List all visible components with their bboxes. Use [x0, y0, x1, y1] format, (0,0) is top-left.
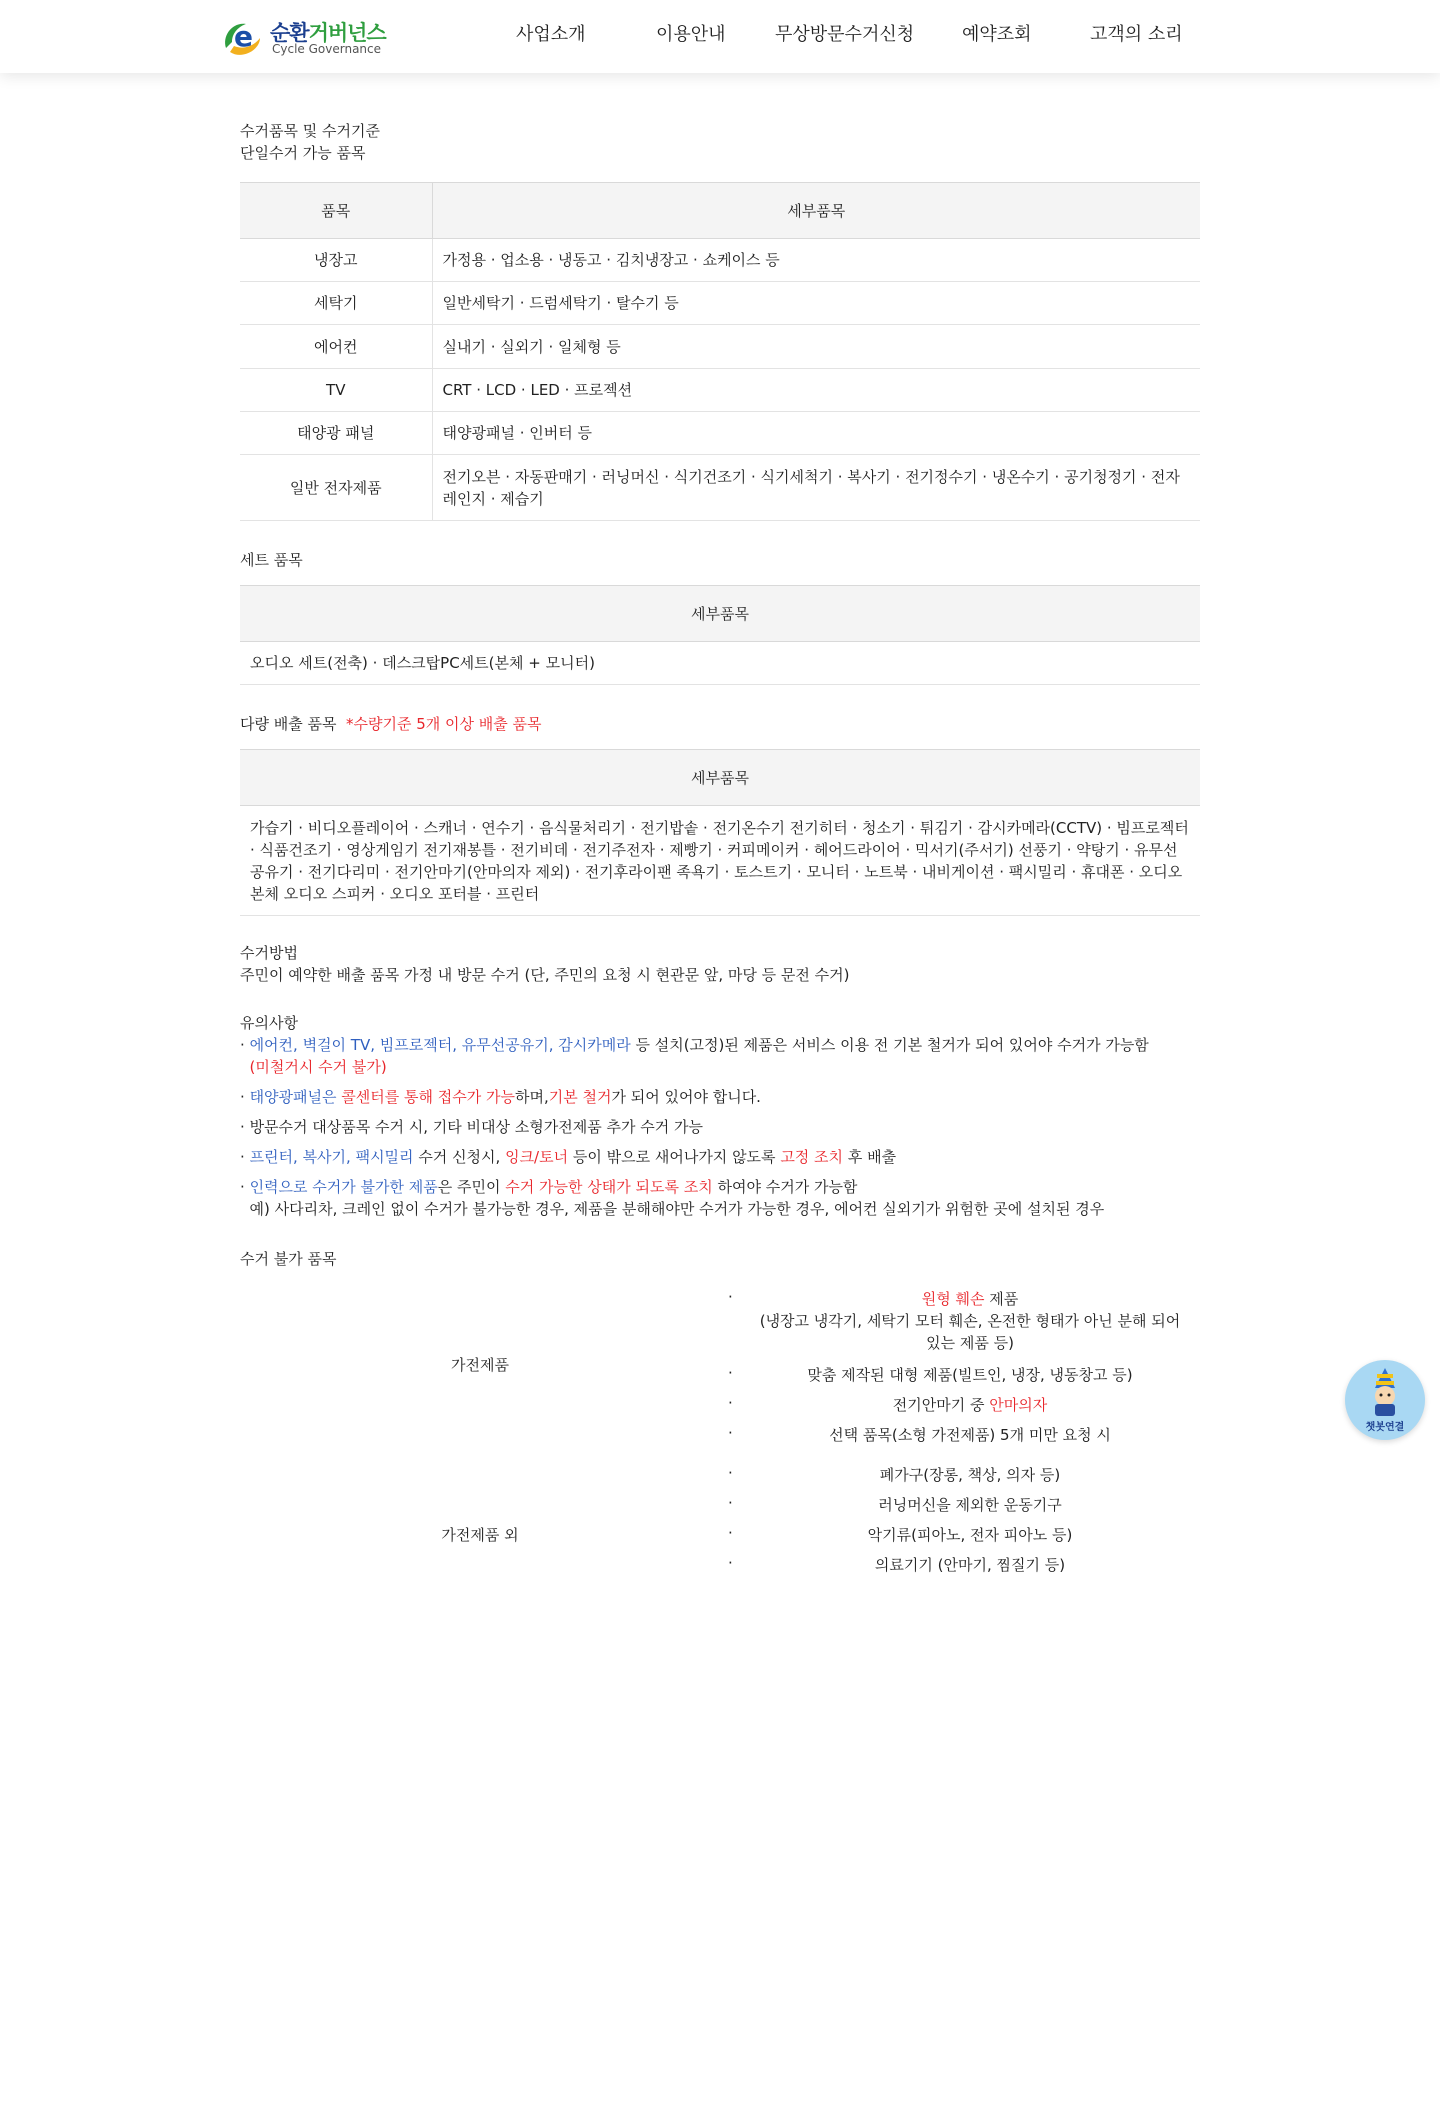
- logo-title: 순환거버넌스: [270, 21, 386, 45]
- prohibited-heading: 수거 불가 품목: [240, 1250, 337, 1268]
- prohibited-item: 원형 훼손 제품 (냉장고 냉각기, 세탁기 모터 훼손, 온전한 형태가 아닌 분해 되어 있는 제품 등): [759, 1290, 1181, 1352]
- prohibited-item: 의료기기 (안마기, 찜질기 등): [874, 1556, 1066, 1574]
- table-row: [240, 282, 1200, 325]
- single-pickup-heading: 단일수거 가능 품목: [240, 144, 366, 162]
- table-header-row: [240, 750, 1200, 806]
- bullet: ·: [728, 1424, 733, 1442]
- chatbot-button[interactable]: [1345, 1360, 1425, 1440]
- table-row: [240, 325, 1200, 369]
- method-heading: 수거방법: [240, 944, 298, 962]
- nav-item-reservation-check[interactable]: 예약조회: [962, 24, 1032, 45]
- page-title: 수거품목 및 수거기준: [240, 122, 380, 140]
- item-detail: 전기오븐 · 자동판매기 · 러닝머신 · 식기건조기 · 식기세척기 · 복사기 · 전기정수기 · 냉온수기 · 공기청정기 · 전자레인지 · 제습기: [432, 455, 1200, 521]
- table-row: [240, 369, 1200, 412]
- nav-item-about[interactable]: 사업소개: [516, 24, 586, 45]
- nav-item-free-pickup[interactable]: 무상방문수거신청: [775, 24, 915, 45]
- bulk-items-note: *수량기준 5개 이상 배출 품목: [346, 715, 542, 733]
- prohibited-item: 악기류(피아노, 전자 피아노 등): [867, 1526, 1073, 1544]
- notice-item: · 에어컨, 벽걸이 TV, 빔프로젝터, 유무선공유기, 감시카메라 등 설치(고정)된 제품은 서비스 이용 전 기본 철거가 되어 있어야 수거가 가능함 (미철거시 수거 불가): [240, 1036, 1149, 1076]
- nav-item-guide[interactable]: 이용안내: [656, 24, 726, 45]
- item-detail: 가정용 · 업소용 · 냉동고 · 김치냉장고 · 쇼케이스 등: [432, 239, 1200, 282]
- item-detail: 실내기 · 실외기 · 일체형 등: [432, 325, 1200, 369]
- site-header: [0, 0, 1440, 73]
- prohibited-item: 러닝머신을 제외한 운동기구: [878, 1496, 1062, 1514]
- chatbot-mascot-icon: [1345, 1360, 1425, 1420]
- notice-item: · 프린터, 복사기, 팩시밀리 수거 신청시, 잉크/토너 등이 밖으로 새어나가지 않도록 고정 조치 후 배출: [240, 1148, 897, 1166]
- main-nav: [0, 20, 1440, 48]
- item-detail: 오디오 세트(전축) · 데스크탑PC세트(본체 + 모니터): [240, 642, 1200, 685]
- bulk-items-heading: [240, 713, 1200, 735]
- table-header-detail: 세부품목: [240, 586, 1200, 642]
- notice-heading: 유의사항: [240, 1014, 298, 1032]
- main-content: [240, 120, 1200, 1600]
- table-header-detail: 세부품목: [432, 183, 1200, 239]
- item-name: 냉장고: [240, 239, 432, 282]
- bulk-items-title: 다량 배출 품목: [240, 715, 337, 733]
- notice-item: · 인력으로 수거가 불가한 제품은 주민이 수거 가능한 상태가 되도록 조치 하여야 수거가 가능함 예) 사다리차, 크레인 없이 수거가 불가능한 경우, 제품을 분해해야만 수거가 가능한 경우, 에어컨 실외기가 위험한 곳에 설치된 경우: [240, 1178, 1105, 1218]
- item-name: TV: [240, 369, 432, 412]
- item-name: 에어컨: [240, 325, 432, 369]
- item-name: 일반 전자제품: [240, 455, 432, 521]
- bullet: ·: [728, 1524, 733, 1542]
- bullet: ·: [728, 1364, 733, 1382]
- set-items-heading: 세트 품목: [240, 551, 303, 569]
- bullet: ·: [728, 1554, 733, 1572]
- table-row: [240, 642, 1200, 685]
- item-detail: 태양광패널 · 인버터 등: [432, 412, 1200, 455]
- table-header-item: 품목: [240, 183, 432, 239]
- bullet: ·: [728, 1494, 733, 1512]
- table-header-row: [240, 183, 1200, 239]
- table-header-row: [240, 586, 1200, 642]
- item-detail: CRT · LCD · LED · 프로젝션: [432, 369, 1200, 412]
- table-header-detail: 세부품목: [240, 750, 1200, 806]
- prohibited-list: [240, 1280, 1200, 1600]
- item-detail: 일반세탁기 · 드럼세탁기 · 탈수기 등: [432, 282, 1200, 325]
- item-detail: 가습기 · 비디오플레이어 · 스캐너 · 연수기 · 음식물처리기 · 전기밥솥 · 전기온수기 전기히터 · 청소기 · 튀김기 · 감시카메라(CCTV) · 빔프로젝터 · 식품건조기 · 영상게임기 전기재봉틀 · 전기비데 · 전기주전자 · 제빵기 · 커피메이커 · 헤어드라이어 · 믹서기(주서기) 선풍기 · 약탕기 · 유무선공유기 · 전기다리미 · 전기안마기(안마의자 제외) · 전기후라이팬 족욕기 · 토스트기 · 모니터 · 노트북 · 내비게이션 · 팩시밀리 · 휴대폰 · 오디오 본체 오디오 스피커 · 오디오 포터블 · 프린터: [240, 806, 1200, 916]
- method-text: 주민이 예약한 배출 품목 가정 내 방문 수거 (단, 주민의 요청 시 현관문 앞, 마당 등 문전 수거): [240, 966, 850, 984]
- svg-text:e: e: [234, 20, 253, 53]
- notice-item: · 방문수거 대상품목 수거 시, 기타 비대상 소형가전제품 추가 수거 가능: [240, 1118, 703, 1136]
- table-row: [240, 455, 1200, 521]
- table-row: [240, 412, 1200, 455]
- table-row: [240, 806, 1200, 916]
- bullet: ·: [728, 1464, 733, 1482]
- item-name: 세탁기: [240, 282, 432, 325]
- prohibited-group-label: 가전제품: [451, 1356, 509, 1374]
- item-name: 태양광 패널: [240, 412, 432, 455]
- logo-subtitle: Cycle Governance: [272, 42, 382, 56]
- prohibited-item: 선택 품목(소형 가전제품) 5개 미만 요청 시: [829, 1426, 1111, 1444]
- table-row: [240, 239, 1200, 282]
- prohibited-item: 폐가구(장롱, 책상, 의자 등): [879, 1466, 1061, 1484]
- chatbot-label: 챗봇연결: [1365, 1422, 1405, 1433]
- notice-item: · 태양광패널은 콜센터를 통해 접수가 가능하며,기본 철거가 되어 있어야 합니다.: [240, 1088, 761, 1106]
- prohibited-item: 맞춤 제작된 대형 제품(빌트인, 냉장, 냉동창고 등): [807, 1366, 1133, 1384]
- bulk-items-table: [240, 749, 1200, 916]
- bullet: ·: [728, 1394, 733, 1412]
- bullet: ·: [728, 1288, 733, 1306]
- single-pickup-table: [240, 182, 1200, 521]
- prohibited-item: 전기안마기 중 안마의자: [892, 1396, 1048, 1414]
- set-items-table: [240, 585, 1200, 685]
- nav-item-customer-voice[interactable]: 고객의 소리: [1090, 24, 1183, 45]
- prohibited-group-label: 가전제품 외: [441, 1526, 519, 1544]
